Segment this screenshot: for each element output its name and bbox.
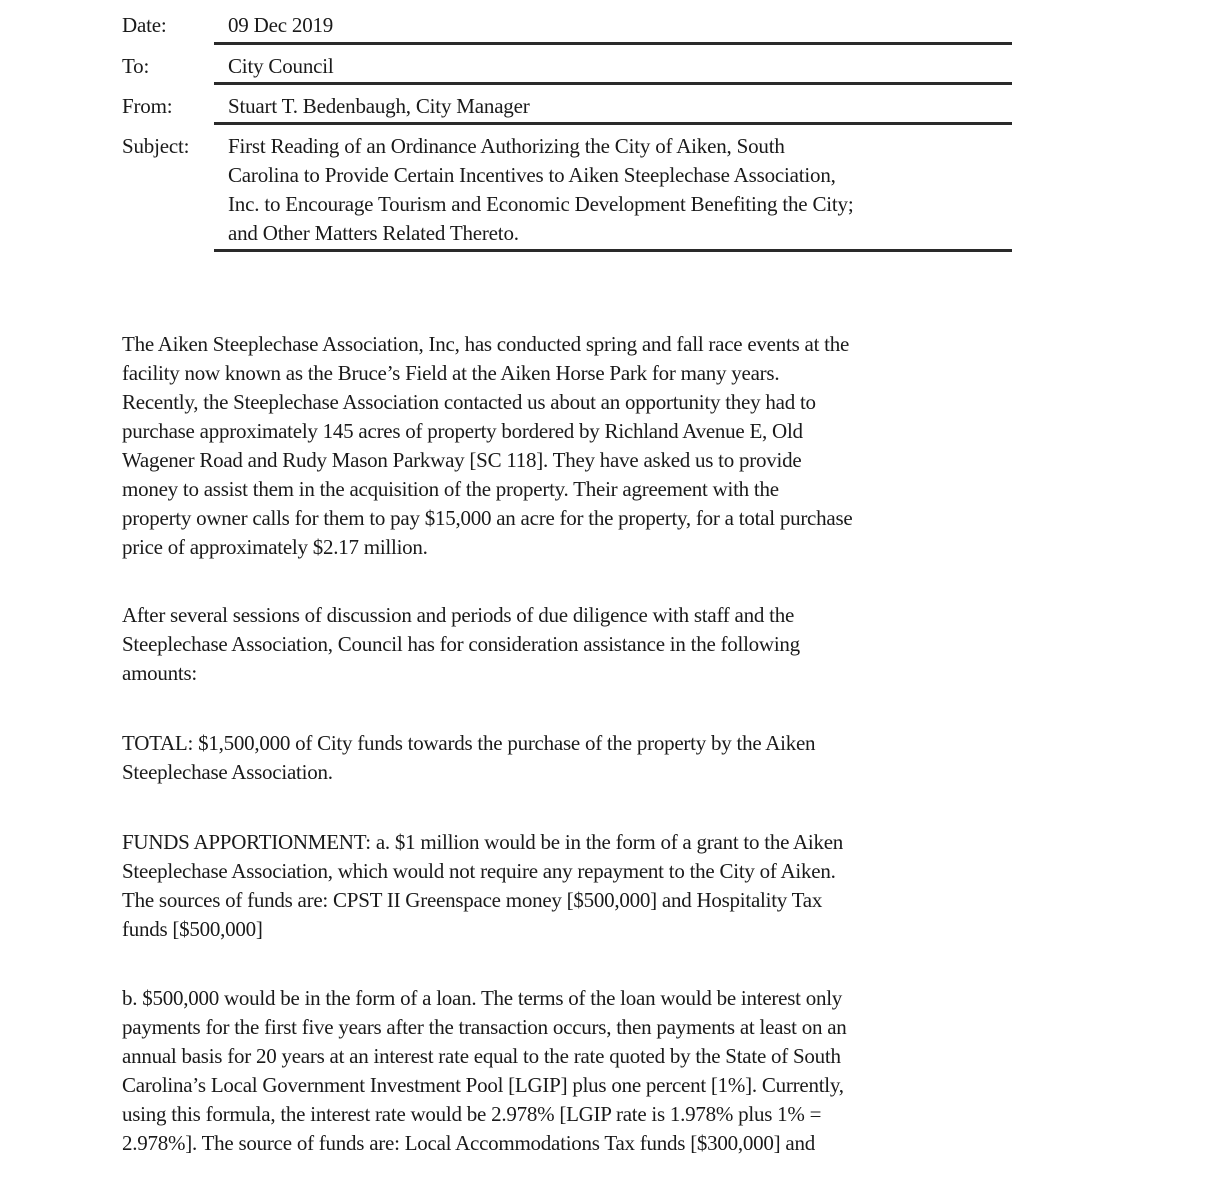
text-line: TOTAL: $1,500,000 of City funds towards the purchase of the property by the Aiken xyxy=(122,731,816,755)
text-line: The sources of funds are: CPST II Greenspace money [$500,000] and Hospitality Tax xyxy=(122,888,823,912)
to-value: City Council xyxy=(228,54,334,78)
subject-line: and Other Matters Related Thereto. xyxy=(228,221,519,245)
text-line: facility now known as the Bruce’s Field at the Aiken Horse Park for many years. xyxy=(122,361,780,385)
subject-label: Subject: xyxy=(122,134,190,158)
paragraph-loan-terms xyxy=(122,984,1027,1158)
subject-line: Inc. to Encourage Tourism and Economic Development Benefiting the City; xyxy=(228,192,854,216)
subject-line: First Reading of an Ordinance Authorizing the City of Aiken, South xyxy=(228,134,785,158)
text-line: The Aiken Steeplechase Association, Inc, has conducted spring and fall race events at the xyxy=(122,332,850,356)
paragraph-funds-apportionment xyxy=(122,828,1027,944)
from-value: Stuart T. Bedenbaugh, City Manager xyxy=(228,94,530,118)
text-line: Steeplechase Association, which would not require any repayment to the City of Aiken. xyxy=(122,859,836,883)
text-line: Carolina’s Local Government Investment Pool [LGIP] plus one percent [1%]. Currently, xyxy=(122,1073,844,1097)
text-line: Wagener Road and Rudy Mason Parkway [SC 118]. They have asked us to provide xyxy=(122,448,802,472)
header-rule xyxy=(214,42,1012,45)
text-line: b. $500,000 would be in the form of a loan. The terms of the loan would be interest only xyxy=(122,986,843,1010)
from-label: From: xyxy=(122,94,173,118)
text-line: funds [$500,000] xyxy=(122,917,263,941)
header-rule xyxy=(214,249,1012,252)
text-line: payments for the first five years after the transaction occurs, then payments at least on an xyxy=(122,1015,847,1039)
paragraph-discussion xyxy=(122,601,1027,688)
text-line: property owner calls for them to pay $15,000 an acre for the property, for a total purchase xyxy=(122,506,853,530)
paragraph-total xyxy=(122,729,1027,787)
date-value: 09 Dec 2019 xyxy=(228,13,334,37)
date-label: Date: xyxy=(122,13,167,37)
subject-line: Carolina to Provide Certain Incentives to Aiken Steeplechase Association, xyxy=(228,163,836,187)
text-line: After several sessions of discussion and periods of due diligence with staff and the xyxy=(122,603,795,627)
text-line: Recently, the Steeplechase Association contacted us about an opportunity they had to xyxy=(122,390,816,414)
text-line: amounts: xyxy=(122,661,197,685)
to-label: To: xyxy=(122,54,150,78)
text-line: price of approximately $2.17 million. xyxy=(122,535,428,559)
text-line: annual basis for 20 years at an interest rate equal to the rate quoted by the State of South xyxy=(122,1044,841,1068)
text-line: Steeplechase Association. xyxy=(122,760,333,784)
text-line: money to assist them in the acquisition of the property. Their agreement with the xyxy=(122,477,779,501)
paragraph-background xyxy=(122,330,1027,562)
header-rule xyxy=(214,82,1012,85)
subject-value xyxy=(228,132,853,248)
text-line: Steeplechase Association, Council has for consideration assistance in the following xyxy=(122,632,800,656)
text-line: 2.978%]. The source of funds are: Local Accommodations Tax funds [$300,000] and xyxy=(122,1131,815,1155)
text-line: purchase approximately 145 acres of property bordered by Richland Avenue E, Old xyxy=(122,419,803,443)
text-line: using this formula, the interest rate would be 2.978% [LGIP rate is 1.978% plus 1% = xyxy=(122,1102,822,1126)
header-rule xyxy=(214,122,1012,125)
text-line: FUNDS APPORTIONMENT: a. $1 million would be in the form of a grant to the Aiken xyxy=(122,830,844,854)
